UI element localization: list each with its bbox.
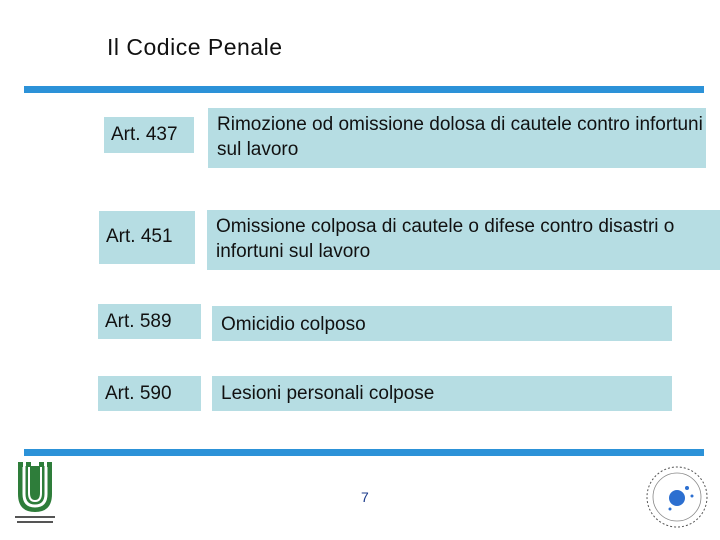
article-label-590: Art. 590 xyxy=(98,376,201,411)
page-title: Il Codice Penale xyxy=(107,34,283,60)
inail-circular-logo-icon xyxy=(643,463,711,531)
article-description-589: Omicidio colposo xyxy=(212,306,672,341)
top-divider xyxy=(24,86,704,93)
article-description-437: Rimozione od omissione dolosa di cautele contro infortuni sul lavoro xyxy=(208,108,706,168)
article-label-451: Art. 451 xyxy=(99,211,195,264)
article-description-451: Omissione colposa di cautele o difese contro disastri o infortuni sul lavoro xyxy=(207,210,720,270)
article-label-589: Art. 589 xyxy=(98,304,201,339)
bottom-divider xyxy=(24,449,704,456)
university-logo-icon xyxy=(12,460,58,526)
article-description-590: Lesioni personali colpose xyxy=(212,376,672,411)
page-number: 7 xyxy=(361,489,369,505)
article-label-437: Art. 437 xyxy=(104,117,194,153)
